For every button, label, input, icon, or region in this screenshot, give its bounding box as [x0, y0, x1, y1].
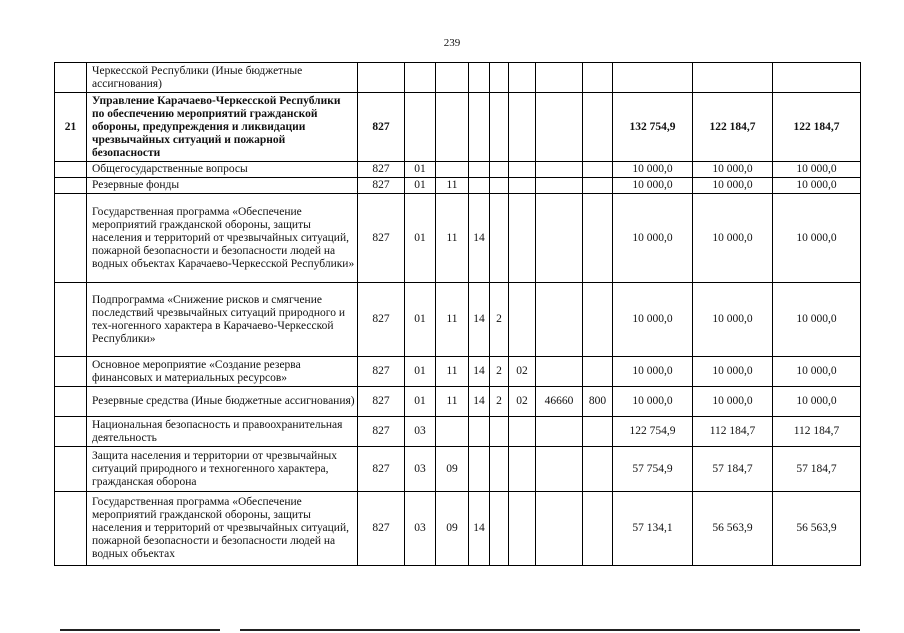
measure-code-cell [509, 417, 536, 447]
measure-code-cell: 02 [509, 387, 536, 417]
vr-code-cell [583, 492, 613, 566]
amount-year1-cell: 10 000,0 [613, 162, 693, 178]
amount-year2-cell: 122 184,7 [693, 93, 773, 162]
amount-year1-cell: 10 000,0 [613, 178, 693, 194]
direction-code-cell [536, 283, 583, 357]
table-row [55, 447, 861, 492]
row-name-cell: Основное мероприятие «Создание резерва финансовых и материальных ресурсов» [87, 357, 358, 387]
rz-code-cell: 01 [405, 162, 436, 178]
row-index-cell [55, 492, 87, 566]
measure-code-cell [509, 283, 536, 357]
vr-code-cell [583, 283, 613, 357]
table-row [55, 283, 861, 357]
gr-code-cell: 827 [358, 194, 405, 283]
vr-code-cell [583, 417, 613, 447]
amount-year3-cell: 10 000,0 [773, 357, 861, 387]
subprogram-code-cell [490, 194, 509, 283]
vr-code-cell [583, 194, 613, 283]
subprogram-code-cell: 2 [490, 357, 509, 387]
direction-code-cell: 46660 [536, 387, 583, 417]
program-code-cell [469, 93, 490, 162]
amount-year1-cell: 10 000,0 [613, 387, 693, 417]
measure-code-cell [509, 162, 536, 178]
amount-year1-cell: 57 754,9 [613, 447, 693, 492]
rz-code-cell [405, 63, 436, 93]
row-index-cell [55, 357, 87, 387]
gr-code-cell: 827 [358, 417, 405, 447]
amount-year1-cell: 57 134,1 [613, 492, 693, 566]
amount-year2-cell: 10 000,0 [693, 178, 773, 194]
pr-code-cell [436, 417, 469, 447]
table-row [55, 178, 861, 194]
table-row [55, 162, 861, 178]
vr-code-cell [583, 162, 613, 178]
pr-code-cell: 11 [436, 357, 469, 387]
row-index-cell [55, 63, 87, 93]
pr-code-cell: 11 [436, 387, 469, 417]
row-index-cell [55, 283, 87, 357]
subprogram-code-cell [490, 178, 509, 194]
amount-year3-cell: 10 000,0 [773, 387, 861, 417]
program-code-cell: 14 [469, 357, 490, 387]
subprogram-code-cell [490, 447, 509, 492]
program-code-cell [469, 178, 490, 194]
amount-year1-cell: 132 754,9 [613, 93, 693, 162]
vr-code-cell: 800 [583, 387, 613, 417]
amount-year3-cell: 56 563,9 [773, 492, 861, 566]
budget-table [54, 62, 861, 566]
amount-year1-cell: 10 000,0 [613, 283, 693, 357]
gr-code-cell: 827 [358, 93, 405, 162]
row-name-cell: Управление Карачаево-Черкесской Республики по обеспечению мероприятий гражданской обороны, предупреждения и ликвидации чрезвычайных ситуаций и пожарной безопасности [87, 93, 358, 162]
amount-year3-cell: 122 184,7 [773, 93, 861, 162]
amount-year2-cell: 57 184,7 [693, 447, 773, 492]
rz-code-cell: 03 [405, 417, 436, 447]
table-row [55, 417, 861, 447]
measure-code-cell: 02 [509, 357, 536, 387]
pr-code-cell: 11 [436, 178, 469, 194]
direction-code-cell [536, 447, 583, 492]
program-code-cell: 14 [469, 194, 490, 283]
subprogram-code-cell [490, 417, 509, 447]
row-index-cell: 21 [55, 93, 87, 162]
pr-code-cell: 11 [436, 194, 469, 283]
row-index-cell [55, 162, 87, 178]
amount-year3-cell: 112 184,7 [773, 417, 861, 447]
subprogram-code-cell [490, 93, 509, 162]
amount-year3-cell: 10 000,0 [773, 178, 861, 194]
row-name-cell: Черкесской Республики (Иные бюджетные ассигнования) [87, 63, 358, 93]
direction-code-cell [536, 162, 583, 178]
pr-code-cell: 11 [436, 283, 469, 357]
row-index-cell [55, 178, 87, 194]
pr-code-cell [436, 162, 469, 178]
row-name-cell: Государственная программа «Обеспечение мероприятий гражданской обороны, защиты населения и территорий от чрезвычайных ситуаций, пожарной безопасности и безопасности людей на водных объектах [87, 492, 358, 566]
program-code-cell [469, 417, 490, 447]
gr-code-cell: 827 [358, 387, 405, 417]
table-row [55, 357, 861, 387]
row-index-cell [55, 417, 87, 447]
pr-code-cell [436, 93, 469, 162]
amount-year1-cell: 10 000,0 [613, 357, 693, 387]
amount-year1-cell [613, 63, 693, 93]
gr-code-cell: 827 [358, 283, 405, 357]
vr-code-cell [583, 93, 613, 162]
rz-code-cell: 01 [405, 283, 436, 357]
direction-code-cell [536, 63, 583, 93]
page-number: 239 [443, 37, 461, 49]
gr-code-cell: 827 [358, 447, 405, 492]
row-index-cell [55, 387, 87, 417]
bottom-rule-right [240, 629, 860, 631]
vr-code-cell [583, 357, 613, 387]
amount-year3-cell: 10 000,0 [773, 283, 861, 357]
bottom-rule-left [60, 629, 220, 631]
gr-code-cell: 827 [358, 178, 405, 194]
amount-year2-cell: 10 000,0 [693, 357, 773, 387]
direction-code-cell [536, 178, 583, 194]
measure-code-cell [509, 63, 536, 93]
amount-year2-cell: 56 563,9 [693, 492, 773, 566]
measure-code-cell [509, 447, 536, 492]
rz-code-cell: 01 [405, 387, 436, 417]
row-name-cell: Резервные фонды [87, 178, 358, 194]
amount-year1-cell: 122 754,9 [613, 417, 693, 447]
subprogram-code-cell [490, 492, 509, 566]
subprogram-code-cell: 2 [490, 283, 509, 357]
pr-code-cell: 09 [436, 447, 469, 492]
budget-table-body [55, 63, 861, 566]
amount-year2-cell: 10 000,0 [693, 387, 773, 417]
amount-year3-cell [773, 63, 861, 93]
program-code-cell: 14 [469, 283, 490, 357]
direction-code-cell [536, 357, 583, 387]
measure-code-cell [509, 492, 536, 566]
vr-code-cell [583, 178, 613, 194]
direction-code-cell [536, 417, 583, 447]
measure-code-cell [509, 194, 536, 283]
row-index-cell [55, 194, 87, 283]
rz-code-cell: 03 [405, 447, 436, 492]
amount-year1-cell: 10 000,0 [613, 194, 693, 283]
table-row [55, 63, 861, 93]
rz-code-cell: 01 [405, 357, 436, 387]
gr-code-cell: 827 [358, 492, 405, 566]
program-code-cell: 14 [469, 492, 490, 566]
rz-code-cell: 01 [405, 194, 436, 283]
amount-year3-cell: 10 000,0 [773, 194, 861, 283]
program-code-cell [469, 63, 490, 93]
row-name-cell: Государственная программа «Обеспечение мероприятий гражданской обороны, защиты населения и территорий от чрезвычайных ситуаций, пожарной безопасности и безопасности людей на водных объектах Карачаево-Черкесской Республики» [87, 194, 358, 283]
program-code-cell [469, 162, 490, 178]
table-row [55, 492, 861, 566]
subprogram-code-cell [490, 63, 509, 93]
pr-code-cell [436, 63, 469, 93]
vr-code-cell [583, 63, 613, 93]
subprogram-code-cell [490, 162, 509, 178]
amount-year2-cell: 112 184,7 [693, 417, 773, 447]
direction-code-cell [536, 492, 583, 566]
subprogram-code-cell: 2 [490, 387, 509, 417]
gr-code-cell: 827 [358, 162, 405, 178]
amount-year3-cell: 10 000,0 [773, 162, 861, 178]
amount-year2-cell: 10 000,0 [693, 194, 773, 283]
measure-code-cell [509, 178, 536, 194]
rz-code-cell [405, 93, 436, 162]
row-name-cell: Резервные средства (Иные бюджетные ассигнования) [87, 387, 358, 417]
gr-code-cell: 827 [358, 357, 405, 387]
gr-code-cell [358, 63, 405, 93]
row-name-cell: Подпрограмма «Снижение рисков и смягчение последствий чрезвычайных ситуаций природного и тех-ногенного характера в Карачаево-Черкесской Республики» [87, 283, 358, 357]
row-index-cell [55, 447, 87, 492]
direction-code-cell [536, 194, 583, 283]
table-row [55, 194, 861, 283]
amount-year2-cell: 10 000,0 [693, 162, 773, 178]
amount-year2-cell: 10 000,0 [693, 283, 773, 357]
row-name-cell: Национальная безопасность и правоохранительная деятельность [87, 417, 358, 447]
pr-code-cell: 09 [436, 492, 469, 566]
rz-code-cell: 01 [405, 178, 436, 194]
direction-code-cell [536, 93, 583, 162]
vr-code-cell [583, 447, 613, 492]
amount-year3-cell: 57 184,7 [773, 447, 861, 492]
table-row [55, 93, 861, 162]
row-name-cell: Общегосударственные вопросы [87, 162, 358, 178]
measure-code-cell [509, 93, 536, 162]
rz-code-cell: 03 [405, 492, 436, 566]
table-row [55, 387, 861, 417]
row-name-cell: Защита населения и территории от чрезвычайных ситуаций природного и техногенного характера, гражданская оборона [87, 447, 358, 492]
program-code-cell [469, 447, 490, 492]
program-code-cell: 14 [469, 387, 490, 417]
amount-year2-cell [693, 63, 773, 93]
